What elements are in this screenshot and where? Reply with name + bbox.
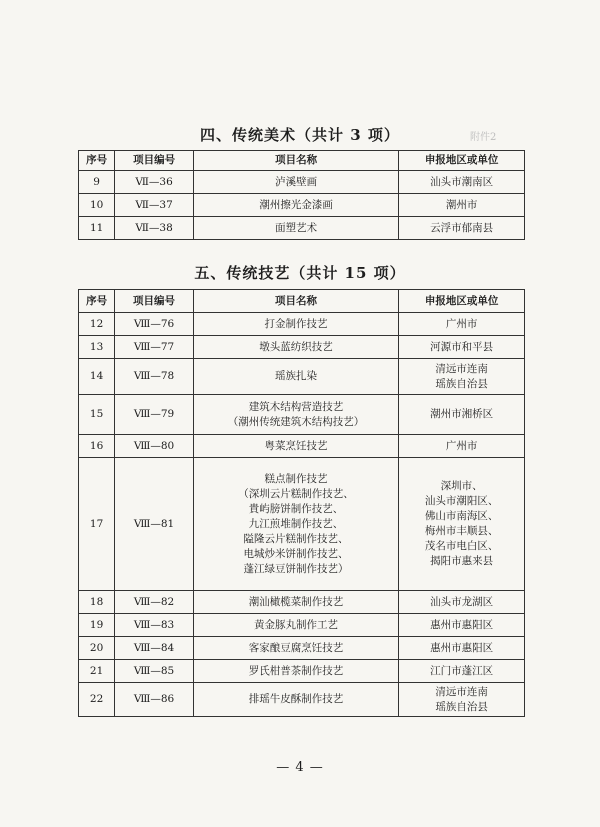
- cell-item-name: 潮汕橄榄菜制作技艺: [193, 591, 398, 614]
- cell-serial: 20: [79, 637, 115, 660]
- table-row: [79, 435, 525, 458]
- cell-region: 清远市连南 瑶族自治县: [399, 683, 525, 717]
- traditional-art-table: [78, 150, 525, 240]
- header-item-code: 项目编号: [115, 151, 194, 171]
- cell-item-code: Ⅷ—84: [115, 637, 194, 660]
- cell-serial: 13: [79, 336, 115, 359]
- cell-serial: 9: [79, 171, 115, 194]
- table-row: [79, 217, 525, 240]
- cell-region: 汕头市潮南区: [399, 171, 525, 194]
- cell-item-code: Ⅷ—77: [115, 336, 194, 359]
- cell-serial: 10: [79, 194, 115, 217]
- cell-region: 广州市: [399, 313, 525, 336]
- cell-region: 广州市: [399, 435, 525, 458]
- cell-serial: 14: [79, 359, 115, 395]
- table-row: [79, 614, 525, 637]
- cell-item-name: 面塑艺术: [193, 217, 398, 240]
- cell-item-name: 排瑶牛皮酥制作技艺: [193, 683, 398, 717]
- section-title-traditional-art: 四、传统美术（共计 3 项）: [200, 126, 400, 144]
- cell-region: 惠州市惠阳区: [399, 637, 525, 660]
- table-row: [79, 194, 525, 217]
- cell-serial: 11: [79, 217, 115, 240]
- cell-item-code: Ⅷ—82: [115, 591, 194, 614]
- cell-serial: 17: [79, 458, 115, 591]
- cell-item-code: Ⅷ—81: [115, 458, 194, 591]
- cell-serial: 15: [79, 395, 115, 435]
- cell-item-name: 黄金豚丸制作工艺: [193, 614, 398, 637]
- cell-serial: 22: [79, 683, 115, 717]
- cell-serial: 19: [79, 614, 115, 637]
- section-title-traditional-craft: 五、传统技艺（共计 15 项）: [194, 264, 406, 282]
- table-row: [79, 336, 525, 359]
- cell-item-name: 糕点制作技艺 （深圳云片糕制作技艺、 貴屿膀饼制作技艺、 九江煎堆制作技艺、 隘隆云片糕制作技艺、 电城炒米饼制作技艺、 蓬江绿豆饼制作技艺）: [193, 458, 398, 591]
- header-region: 申报地区或单位: [399, 290, 525, 313]
- cell-serial: 16: [79, 435, 115, 458]
- table-row: [79, 637, 525, 660]
- cell-item-code: Ⅷ—78: [115, 359, 194, 395]
- table-row: [79, 171, 525, 194]
- cell-item-name: 潮州擦光金漆画: [193, 194, 398, 217]
- cell-item-code: Ⅷ—79: [115, 395, 194, 435]
- traditional-craft-table: [78, 289, 525, 717]
- header-region: 申报地区或单位: [399, 151, 525, 171]
- cell-region: 汕头市龙湖区: [399, 591, 525, 614]
- table-row: [79, 591, 525, 614]
- cell-region: 河源市和平县: [399, 336, 525, 359]
- page-number: — 4 —: [276, 760, 324, 775]
- cell-region: 江门市蓬江区: [399, 660, 525, 683]
- table-row: [79, 660, 525, 683]
- cell-item-name: 泸溪壁画: [193, 171, 398, 194]
- cell-item-name: 客家酿豆腐烹饪技艺: [193, 637, 398, 660]
- header-item-code: 项目编号: [115, 290, 194, 313]
- cell-item-code: Ⅷ—85: [115, 660, 194, 683]
- cell-item-name: 粤菜烹饪技艺: [193, 435, 398, 458]
- cell-item-code: Ⅷ—76: [115, 313, 194, 336]
- header-serial: 序号: [79, 151, 115, 171]
- cell-item-code: Ⅶ—36: [115, 171, 194, 194]
- table-row: [79, 313, 525, 336]
- cell-item-code: Ⅷ—80: [115, 435, 194, 458]
- table-row: [79, 458, 525, 591]
- table-row: [79, 395, 525, 435]
- cell-serial: 18: [79, 591, 115, 614]
- table-header-row: [79, 151, 525, 171]
- attachment-mark: 附件2: [470, 132, 497, 143]
- cell-item-name: 罗氏柑普茶制作技艺: [193, 660, 398, 683]
- cell-item-name: 瑶族扎染: [193, 359, 398, 395]
- table-row: [79, 683, 525, 717]
- table-row: [79, 359, 525, 395]
- cell-item-code: Ⅷ—83: [115, 614, 194, 637]
- cell-region: 清远市连南 瑶族自治县: [399, 359, 525, 395]
- cell-item-code: Ⅶ—37: [115, 194, 194, 217]
- cell-region: 云浮市郁南县: [399, 217, 525, 240]
- cell-region: 深圳市、 汕头市潮阳区、 佛山市南海区、 梅州市丰顺县、 茂名市电白区、 揭阳市惠来县: [399, 458, 525, 591]
- cell-item-name: 墩头蓝纺织技艺: [193, 336, 398, 359]
- header-item-name: 项目名称: [193, 290, 398, 313]
- cell-item-code: Ⅶ—38: [115, 217, 194, 240]
- cell-region: 潮州市湘桥区: [399, 395, 525, 435]
- cell-item-name: 打金制作技艺: [193, 313, 398, 336]
- cell-item-code: Ⅷ—86: [115, 683, 194, 717]
- cell-item-name: 建筑木结构营造技艺 （潮州传统建筑木结构技艺）: [193, 395, 398, 435]
- header-serial: 序号: [79, 290, 115, 313]
- cell-region: 潮州市: [399, 194, 525, 217]
- cell-serial: 21: [79, 660, 115, 683]
- table-header-row: [79, 290, 525, 313]
- cell-region: 惠州市惠阳区: [399, 614, 525, 637]
- header-item-name: 项目名称: [193, 151, 398, 171]
- cell-serial: 12: [79, 313, 115, 336]
